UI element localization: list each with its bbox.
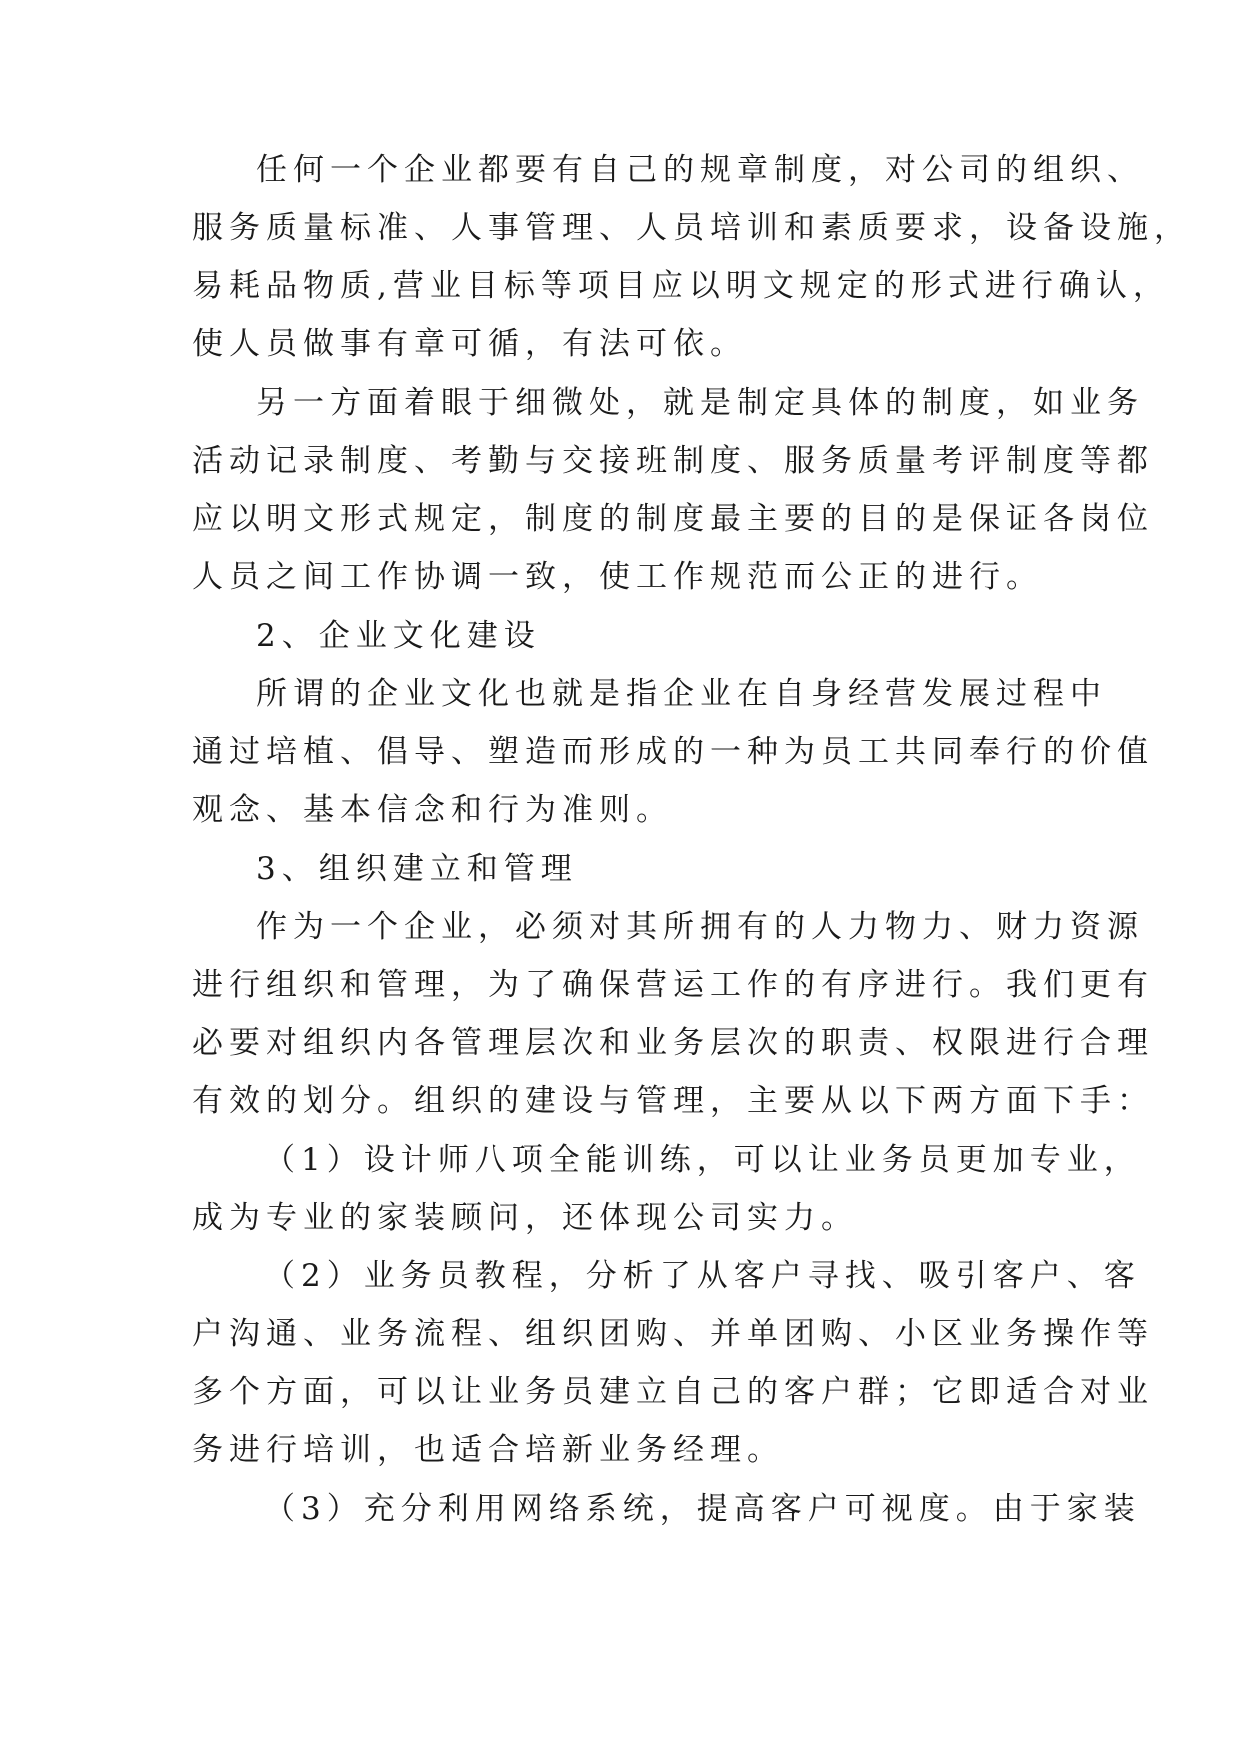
paragraph-line: 通过培植、倡导、塑造而形成的一种为员工共同奉行的价值	[192, 734, 1154, 770]
paragraph-line: 进行组织和管理，为了确保营运工作的有序进行。我们更有	[192, 967, 1154, 1003]
list-item-line: （3）充分利用网络系统，提高客户可视度。由于家装	[264, 1491, 1141, 1527]
paragraph-line: 人员之间工作协调一致，使工作规范而公正的进行。	[192, 559, 1043, 595]
paragraph-line: 作为一个企业，必须对其所拥有的人力物力、财力资源	[256, 909, 1144, 945]
section-heading: 3、组织建立和管理	[256, 851, 578, 887]
paragraph-line: 另一方面着眼于细微处，就是制定具体的制度，如业务	[256, 385, 1144, 421]
paragraph-line: 活动记录制度、考勤与交接班制度、服务质量考评制度等都	[192, 443, 1154, 479]
list-item-line: 多个方面，可以让业务员建立自己的客户群；它即适合对业	[192, 1374, 1154, 1410]
paragraph-line: 任何一个企业都要有自己的规章制度，对公司的组织、	[256, 152, 1144, 188]
list-item-line: 成为专业的家装顾问，还体现公司实力。	[192, 1200, 858, 1236]
list-item-line: 户沟通、业务流程、组织团购、并单团购、小区业务操作等	[192, 1316, 1154, 1352]
paragraph-line: 有效的划分。组织的建设与管理，主要从以下两方面下手：	[192, 1083, 1154, 1119]
paragraph-line: 应以明文形式规定，制度的制度最主要的目的是保证各岗位	[192, 501, 1154, 537]
paragraph-line: 所谓的企业文化也就是指企业在自身经营发展过程中	[256, 676, 1107, 712]
list-item-line: （2）业务员教程，分析了从客户寻找、吸引客户、客	[264, 1258, 1141, 1294]
paragraph-line: 必要对组织内各管理层次和业务层次的职责、权限进行合理	[192, 1025, 1154, 1061]
paragraph-line: 服务质量标准、人事管理、人员培训和素质要求，设备设施，	[192, 210, 1191, 246]
list-item-line: （1）设计师八项全能训练，可以让业务员更加专业，	[264, 1142, 1141, 1178]
paragraph-line: 使人员做事有章可循，有法可依。	[192, 326, 747, 362]
section-heading: 2、企业文化建设	[256, 618, 541, 654]
paragraph-line: 易耗品物质,营业目标等项目应以明文规定的形式进行确认，	[192, 268, 1170, 304]
list-item-line: 务进行培训，也适合培新业务经理。	[192, 1432, 784, 1468]
paragraph-line: 观念、基本信念和行为准则。	[192, 792, 673, 828]
